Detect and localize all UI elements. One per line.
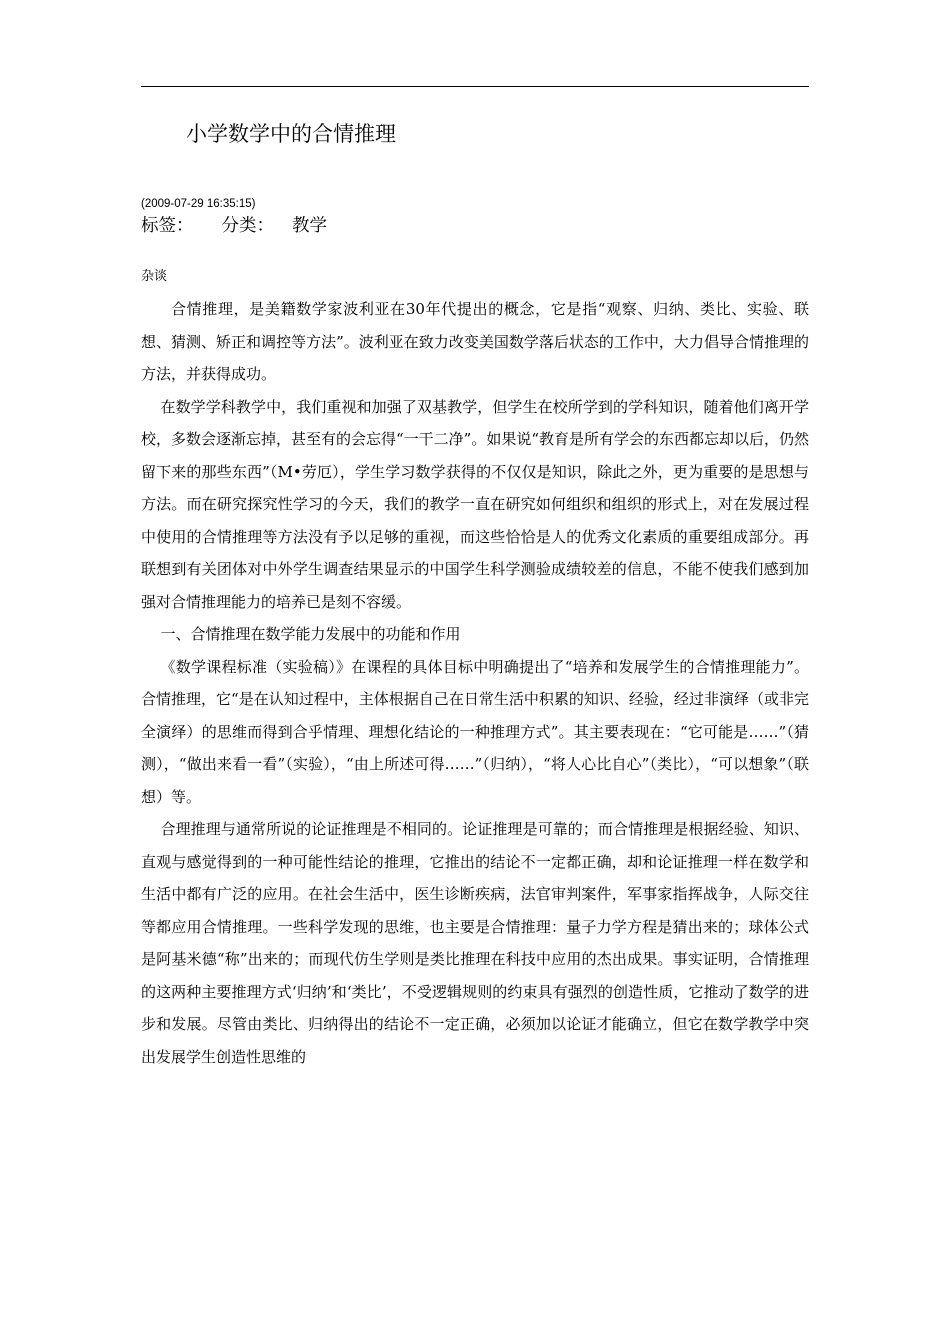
header-rule <box>141 86 809 87</box>
category-label: 分类： <box>221 216 274 236</box>
paragraph-curriculum: 《数学课程标准（实验稿）》在课程的具体目标中明确提出了“培养和发展学生的合情推理能力”。合情推理，它“是在认知过程中，主体根据自己在日常生活中积累的知识、经验，经过非演绎（或非完全演绎）的思维而得到合乎情理、理想化结论的一种推理方式”。其主要表现在：“它可能是……”（猜测），“做出来看一看”（实验），“由上所述可得……”（归纳），“将人心比自心”（类比），“可以想象”（联想）等。 <box>141 657 809 806</box>
post-meta <box>141 213 327 239</box>
page-title: 小学数学中的合情推理 <box>186 122 396 146</box>
paragraph-intro: 合情推理，是美籍数学家波利亚在30年代提出的概念，它是指“观察、归纳、类比、实验、联想、猜测、矫正和调控等方法”。波利亚在致力改变美国数学落后状态的工作中，大力倡导合情推理的方法，并获得成功。 <box>141 300 809 383</box>
category-link[interactable]: 教学 <box>292 216 327 236</box>
article-body <box>141 293 809 1073</box>
tags-label: 标签： <box>141 216 194 236</box>
misc-note: 杂谈 <box>141 269 168 284</box>
post-timestamp: (2009-07-29 16:35:15) <box>141 198 256 210</box>
paragraph-reasoning: 合理推理与通常所说的论证推理是不相同的。论证推理是可靠的；而合情推理是根据经验、知识、直观与感觉得到的一种可能性结论的推理，它推出的结论不一定都正确，却和论证推理一样在数学和生活中都有广泛的应用。在社会生活中，医生诊断疾病，法官审判案件，军事家指挥战争，人际交往等都应用合情推理。一些科学发现的思维，也主要是合情推理：量子力学方程是猜出来的；球体公式是阿基米德“称”出来的；而现代仿生学则是类比推理在科技中应用的杰出成果。事实证明，合情推理的这两种主要推理方式‘归纳’和‘类比’，不受逻辑规则的约束具有强烈的创造性质，它推动了数学的进步和发展。尽管由类比、归纳得出的结论不一定正确，必须加以论证才能确立，但它在数学教学中突出发展学生创造性思维的 <box>141 820 809 1066</box>
paragraph-teaching: 在数学学科教学中，我们重视和加强了双基教学，但学生在校所学到的学科知识，随着他们离开学校，多数会逐渐忘掉，甚至有的会忘得“一干二净”。如果说“教育是所有学会的东西都忘却以后，仍然留下来的那些东西”（M•劳厄），学生学习数学获得的不仅仅是知识，除此之外，更为重要的是思想与方法。而在研究探究性学习的今天，我们的教学一直在研究如何组织和组织的形式上，对在发展过程中使用的合情推理等方法没有予以足够的重视，而这些恰恰是人的优秀文化素质的重要组成部分。再联想到有关团体对中外学生调查结果显示的中国学生科学测验成绩较差的信息，不能不使我们感到加强对合情推理能力的培养已是刻不容缓。 <box>141 397 810 611</box>
section-heading-1: 一、合情推理在数学能力发展中的功能和作用 <box>160 625 461 643</box>
